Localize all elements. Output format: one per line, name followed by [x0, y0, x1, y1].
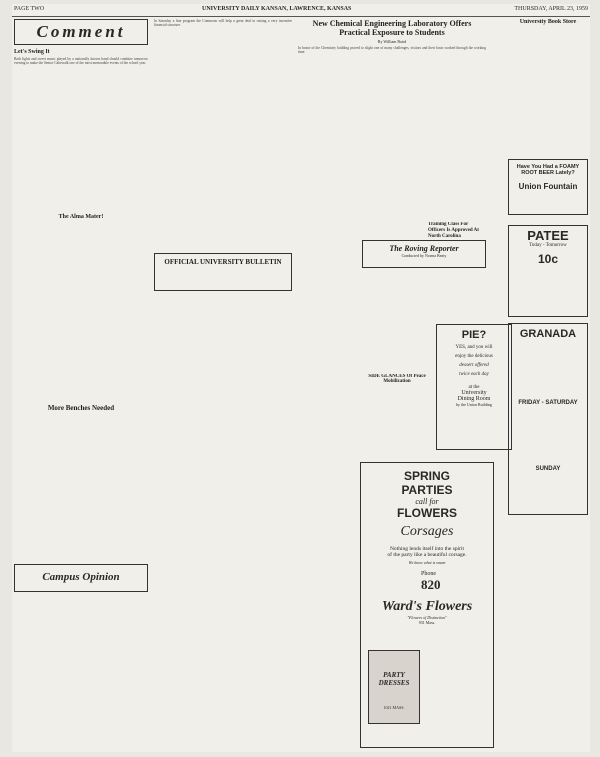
spring-phone: 820 — [421, 577, 441, 592]
spring-line-7: of the party like a beautiful corsage. — [387, 552, 467, 558]
dresses-ad — [368, 650, 420, 724]
pie-line-2: YES, and you will — [455, 345, 493, 350]
comment-item-2: The Alma Mater! — [58, 214, 104, 220]
newspaper-page — [12, 4, 590, 752]
pie-line-5: twice each day — [459, 372, 489, 377]
patee-sub: Today - Tomorrow — [529, 243, 567, 248]
spring-line-6: Nothing lends itself into the spirit — [389, 546, 465, 552]
comment-body-3 — [14, 414, 148, 564]
comment-column — [14, 19, 148, 746]
paper-title: UNIVERSITY DAILY KANSAN, LAWRENCE, KANSAS — [202, 6, 352, 12]
campus-opinion-body — [14, 594, 148, 734]
spring-line-3: call for — [415, 497, 439, 506]
union-fountain: Union Fountain — [518, 182, 578, 191]
pie-line-1: PIE? — [461, 329, 487, 341]
patee-title: PATEE — [527, 228, 569, 243]
spring-line-2: PARTIES — [401, 483, 453, 497]
book-store-title: University Book Store — [519, 19, 577, 25]
comment-banner — [14, 19, 148, 45]
pie-line-3: enjoy the delicious — [455, 354, 493, 359]
training-title: Training Class For Officers Is Approved At North Carolina — [428, 222, 479, 239]
root-beer-text: Have You Had a FOAMY ROOT BEER Lately? — [516, 164, 580, 176]
pie-line-8: Dining Room — [457, 396, 491, 402]
roving-title: The Roving Reporter — [389, 244, 459, 253]
comment-item-3: More Benches Needed — [47, 404, 115, 412]
middle-body-1: In Saturday a fine program the Commons will help a great deal in raising a very incentive financial structure. — [154, 19, 292, 28]
spring-line-1: SPRING — [403, 469, 450, 483]
granada-ad — [508, 323, 588, 515]
granada-date: FRIDAY - SATURDAY — [518, 400, 578, 406]
spring-line-5: Corsages — [400, 524, 454, 539]
bulletin-heading: OFFICIAL UNIVERSITY BULLETIN — [164, 258, 282, 266]
campus-opinion-box — [14, 564, 148, 592]
spring-phone-label: Phone — [421, 571, 436, 577]
patee-price: 10c — [537, 252, 559, 266]
comment-body-1: Both lights and sweet music played by a nationally known band should combine tomorrow evening to make the Senior Cakewalk one of the most memorable events of the school year. — [14, 57, 148, 66]
side-glances — [362, 374, 432, 404]
comment-body-2 — [14, 222, 148, 402]
chemical-byline: By William Baird — [377, 39, 407, 44]
issue-date: THURSDAY, APRIL 23, 1959 — [514, 6, 588, 12]
chemical-article — [298, 19, 486, 229]
dresses-text: PARTY DRESSES — [378, 671, 410, 687]
campus-opinion-title: Campus Opinion — [42, 571, 120, 583]
spring-line-4: FLOWERS — [397, 506, 457, 520]
pie-line-6: at the — [468, 385, 480, 390]
middle-column — [154, 19, 292, 746]
training-article — [428, 222, 486, 282]
masthead — [12, 4, 590, 17]
side-glances-title: SIDE GLANCES Of Peace Mobilization — [368, 374, 426, 384]
spring-tagline: "Flowers of Distinction" — [407, 615, 447, 620]
spring-line-8: We know what is smart — [408, 560, 446, 565]
pie-line-4: dessert offered — [459, 363, 489, 368]
chemical-body: In honor of the Chemistry building proved to slight one of many challenges, visitors and their hosts worked through the working time. — [298, 46, 486, 55]
chemical-headline: New Chemical Engineering Laboratory Offers Practical Exposure to Students — [312, 19, 472, 37]
right-column — [508, 19, 588, 746]
pie-line-9: by the Union Building — [456, 402, 492, 407]
spring-address: 931 Mass. — [418, 620, 436, 625]
comment-heading: Comment — [36, 22, 126, 41]
root-beer-ad — [508, 159, 588, 215]
granada-sunday: SUNDAY — [535, 466, 561, 472]
middle-body-2 — [154, 295, 292, 745]
pie-ad — [436, 324, 512, 450]
comment-item-1: Let's Swing It — [14, 49, 50, 55]
patee-ad — [508, 225, 588, 317]
right-body-1 — [508, 27, 588, 157]
dresses-address: 1021 MASS. — [383, 705, 405, 710]
bulletin-box — [154, 253, 292, 291]
page-label: PAGE TWO — [14, 6, 45, 12]
roving-sub: Conducted by Norma Beaty — [401, 253, 447, 258]
pie-line-7: University — [461, 390, 487, 396]
granada-title: GRANADA — [519, 328, 577, 340]
spring-store: Ward's Flowers — [381, 599, 473, 614]
